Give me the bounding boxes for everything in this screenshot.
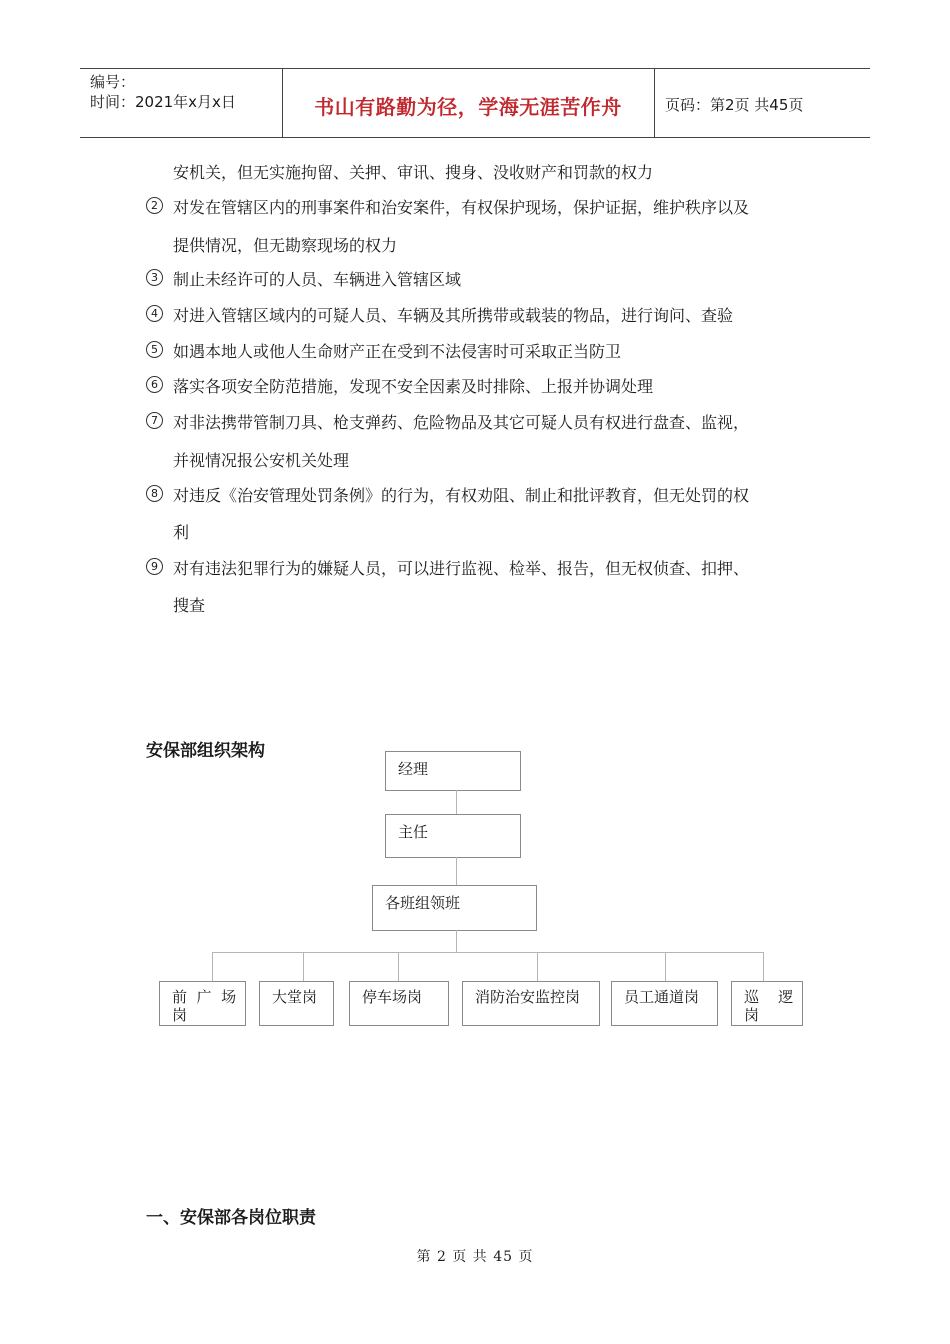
org-post-label: 岗 [744, 1006, 760, 1024]
org-node-team-lead [372, 885, 537, 931]
org-node-manager [385, 751, 521, 791]
org-connector [456, 790, 457, 814]
item-number: 3 [146, 269, 163, 286]
page-footer: 第 2 页 共 45 页 [416, 1249, 534, 1265]
org-post-staff-passage [611, 981, 718, 1026]
list-item-line: 对进入管辖区域内的可疑人员、车辆及其所携带或载装的物品，进行询问、查验 [173, 306, 734, 325]
item-number: 4 [146, 305, 163, 322]
list-item-line: 搜查 [173, 596, 206, 615]
list-item-line: 并视情况报公安机关处理 [173, 451, 350, 470]
org-node-label: 经理 [398, 760, 429, 778]
item-number: 8 [146, 485, 163, 502]
org-post-label: 消防治安监控岗 [475, 988, 581, 1006]
org-connector-bar [212, 952, 763, 953]
list-item-line: 对有违法犯罪行为的嫌疑人员，可以进行监视、检举、报告，但无权侦查、扣押、 [173, 559, 750, 578]
org-post-label: 大堂岗 [272, 988, 318, 1006]
org-node-label: 各班组领班 [385, 894, 461, 912]
list-item-line: 落实各项安全防范措施，发现不安全因素及时排除、上报并协调处理 [173, 377, 654, 396]
org-post-label: 巡 逻 [744, 988, 794, 1006]
org-connector [456, 857, 457, 885]
org-post-fire-security-monitor [462, 981, 600, 1026]
org-connector [537, 952, 538, 981]
list-item-line: 对违反《治安管理处罚条例》的行为，有权劝阻、制止和批评教育，但无处罚的权 [173, 486, 750, 505]
org-connector [665, 952, 666, 981]
motto-text: 书山有路勤为径，学海无涯苦作舟 [314, 95, 622, 119]
org-post-parking [349, 981, 449, 1026]
item-number: 2 [146, 197, 163, 214]
doc-number-label: 编号： [90, 73, 136, 91]
list-item-line: 制止未经许可的人员、车辆进入管辖区域 [173, 270, 462, 289]
header-motto-cell [282, 69, 655, 137]
org-post-patrol [731, 981, 803, 1026]
org-connector [303, 952, 304, 981]
page-header [80, 68, 870, 138]
continuation-line: 安机关，但无实施拘留、关押、审讯、搜身、没收财产和罚款的权力 [173, 163, 654, 182]
org-post-label: 前 广 场 [172, 988, 237, 1006]
org-connector [398, 952, 399, 981]
org-post-lobby [259, 981, 334, 1026]
org-connector [212, 952, 213, 981]
org-post-label: 员工通道岗 [624, 988, 700, 1006]
item-number: 5 [146, 341, 163, 358]
page-count-label: 页码：第2页 共45页 [665, 96, 804, 114]
org-post-label: 停车场岗 [362, 988, 423, 1006]
doc-date-label: 时间：2021年x月x日 [90, 93, 236, 111]
list-item-line: 对非法携带管制刀具、枪支弹药、危险物品及其它可疑人员有权进行盘查、监视， [173, 413, 750, 432]
org-post-label: 岗 [172, 1006, 188, 1024]
org-connector [763, 952, 764, 981]
list-item-line: 利 [173, 523, 190, 542]
org-chart-title: 安保部组织架构 [146, 741, 265, 761]
org-node-label: 主任 [398, 823, 429, 841]
org-node-supervisor [385, 814, 521, 858]
item-number: 6 [146, 376, 163, 393]
list-item-line: 如遇本地人或他人生命财产正在受到不法侵害时可采取正当防卫 [173, 342, 622, 361]
list-item-line: 对发在管辖区内的刑事案件和治安案件，有权保护现场，保护证据，维护秩序以及 [173, 198, 750, 217]
section-heading: 一、安保部各岗位职责 [146, 1208, 316, 1228]
list-item-line: 提供情况，但无勘察现场的权力 [173, 236, 398, 255]
org-connector [456, 930, 457, 952]
org-post-front-plaza [159, 981, 246, 1026]
item-number: 7 [146, 412, 163, 429]
header-page-cell [655, 69, 870, 137]
header-meta-cell [80, 69, 283, 137]
item-number: 9 [146, 558, 163, 575]
